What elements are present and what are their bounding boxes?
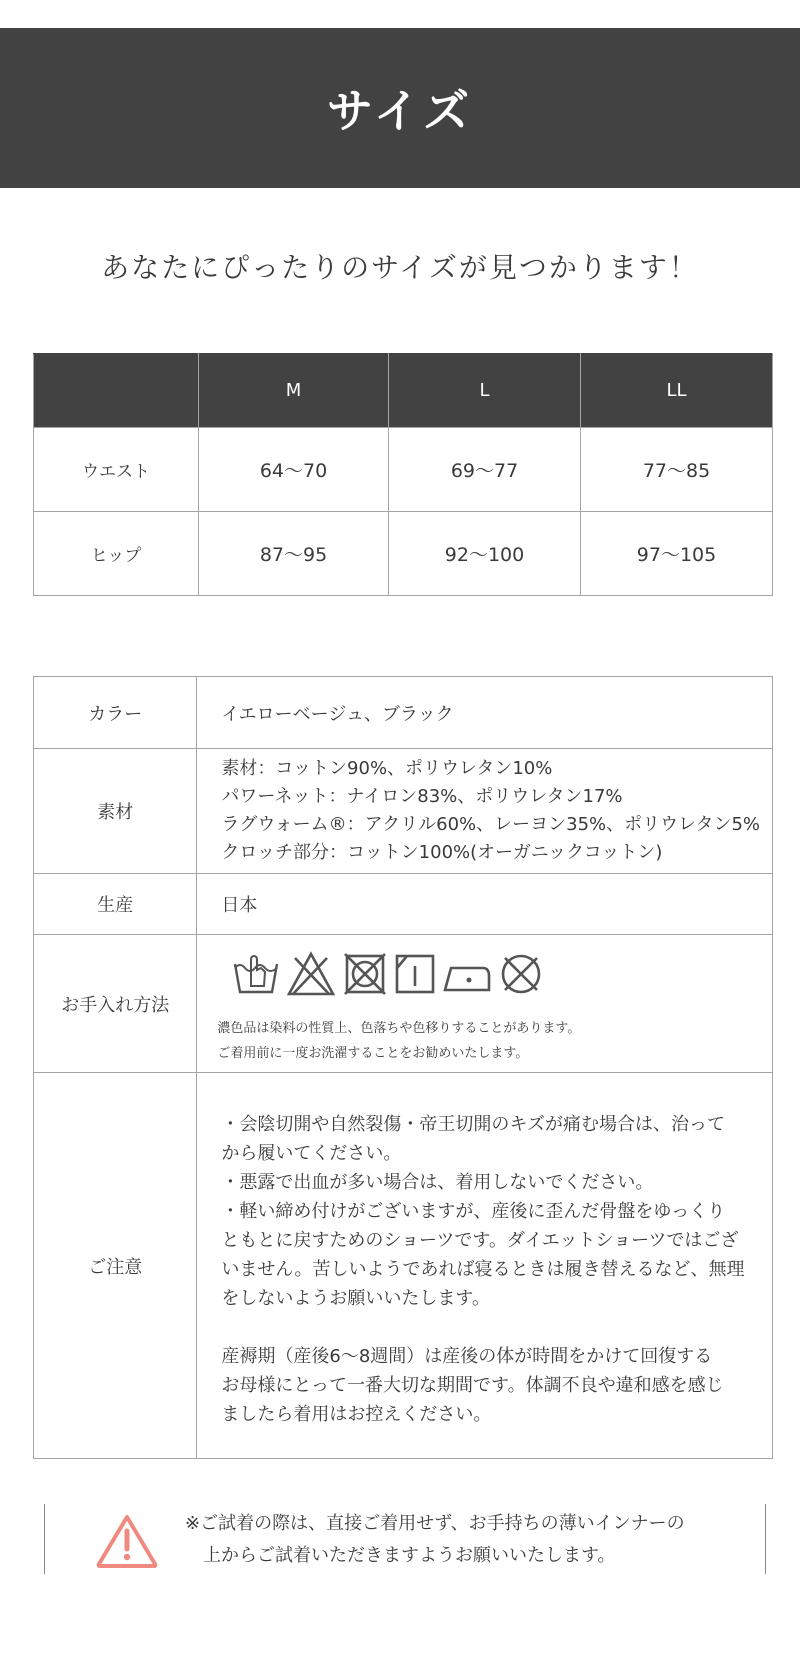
table-row bbox=[34, 512, 773, 596]
subtitle: あなたにぴったりのサイズが見つかります！ bbox=[101, 251, 699, 284]
made-in-label: 生産 bbox=[34, 874, 197, 935]
notes-line: ・会陰切開や自然裂傷・帝王切開のキズが痛む場合は、治って bbox=[221, 1114, 726, 1135]
line-dry-shade-icon bbox=[393, 948, 437, 1000]
care-note: 濃色品は染料の性質上、色落ちや色移りすることがあります。 bbox=[217, 1020, 581, 1036]
notes-line: から履いてください。 bbox=[221, 1143, 402, 1164]
notes-line: お母様にとって一番大切な期間です。体調不良や違和感を感じ bbox=[221, 1375, 724, 1396]
hip-l: 92〜100 bbox=[389, 512, 581, 596]
care-icons bbox=[231, 948, 760, 1000]
size-header-blank bbox=[34, 354, 199, 428]
material-label: 素材 bbox=[34, 749, 197, 874]
waist-ll: 77〜85 bbox=[581, 428, 773, 512]
table-row bbox=[34, 935, 773, 1073]
material-line: クロッチ部分：コットン100%(オーガニックコットン) bbox=[221, 842, 663, 863]
spec-table bbox=[33, 676, 773, 1459]
size-header-l: L bbox=[389, 354, 581, 428]
color-value: イエローベージュ、ブラック bbox=[197, 677, 773, 749]
notes-line: をしないようお願いいたします。 bbox=[221, 1288, 490, 1309]
iron-low-icon bbox=[441, 948, 493, 1000]
material-value bbox=[197, 749, 773, 874]
size-header-ll: LL bbox=[581, 354, 773, 428]
waist-m: 64〜70 bbox=[199, 428, 389, 512]
notes-value bbox=[197, 1073, 773, 1459]
notes-line: ともとに戻すためのショーツです。ダイエットショーツではござ bbox=[221, 1230, 739, 1251]
care-value bbox=[197, 935, 773, 1073]
row-label-waist: ウエスト bbox=[34, 428, 199, 512]
table-row bbox=[34, 749, 773, 874]
table-row bbox=[34, 428, 773, 512]
hip-m: 87〜95 bbox=[199, 512, 389, 596]
hip-ll: 97〜105 bbox=[581, 512, 773, 596]
material-line: パワーネット：ナイロン83%、ポリウレタン17% bbox=[221, 786, 623, 807]
notes-label: ご注意 bbox=[34, 1073, 197, 1459]
size-table-header bbox=[34, 354, 773, 428]
notes-line: ・悪露で出血が多い場合は、着用しないでください。 bbox=[221, 1172, 654, 1193]
size-header-m: M bbox=[199, 354, 389, 428]
warning-line: ※ご試着の際は、直接ご着用せず、お手持ちの薄いインナーの bbox=[185, 1513, 685, 1534]
table-row bbox=[34, 874, 773, 935]
warning-line: 上からご試着いただきますようお願いいたします。 bbox=[203, 1545, 616, 1566]
table-row bbox=[34, 677, 773, 749]
waist-l: 69〜77 bbox=[389, 428, 581, 512]
size-table bbox=[33, 353, 773, 596]
header-band bbox=[0, 28, 800, 188]
material-line: 素材：コットン90%、ポリウレタン10% bbox=[221, 758, 553, 779]
warning-box bbox=[44, 1504, 766, 1574]
page-title: サイズ bbox=[326, 84, 474, 138]
row-label-hip: ヒップ bbox=[34, 512, 199, 596]
care-label: お手入れ方法 bbox=[34, 935, 197, 1073]
notes-line: ましたら着用はお控えください。 bbox=[221, 1404, 492, 1425]
made-in-value: 日本 bbox=[197, 874, 773, 935]
hand-wash-icon bbox=[231, 948, 281, 1000]
care-note: ご着用前に一度お洗濯することをお勧めいたします。 bbox=[217, 1045, 529, 1061]
material-line: ラグウォーム®：アクリル60%、レーヨン35%、ポリウレタン5% bbox=[221, 814, 760, 835]
warning-triangle-icon bbox=[95, 1512, 159, 1574]
no-dry-clean-icon bbox=[497, 948, 545, 1000]
notes-line: いません。苦しいようであれば寝るときは履き替えるなど、無理 bbox=[221, 1259, 745, 1280]
color-label: カラー bbox=[34, 677, 197, 749]
no-bleach-icon bbox=[285, 948, 337, 1000]
no-tumble-dry-icon bbox=[341, 948, 389, 1000]
notes-line: 産褥期（産後6〜8週間）は産後の体が時間をかけて回復する bbox=[221, 1346, 713, 1367]
notes-line: ・軽い締め付けがございますが、産後に歪んだ骨盤をゆっくり bbox=[221, 1201, 726, 1222]
table-row bbox=[34, 1073, 773, 1459]
